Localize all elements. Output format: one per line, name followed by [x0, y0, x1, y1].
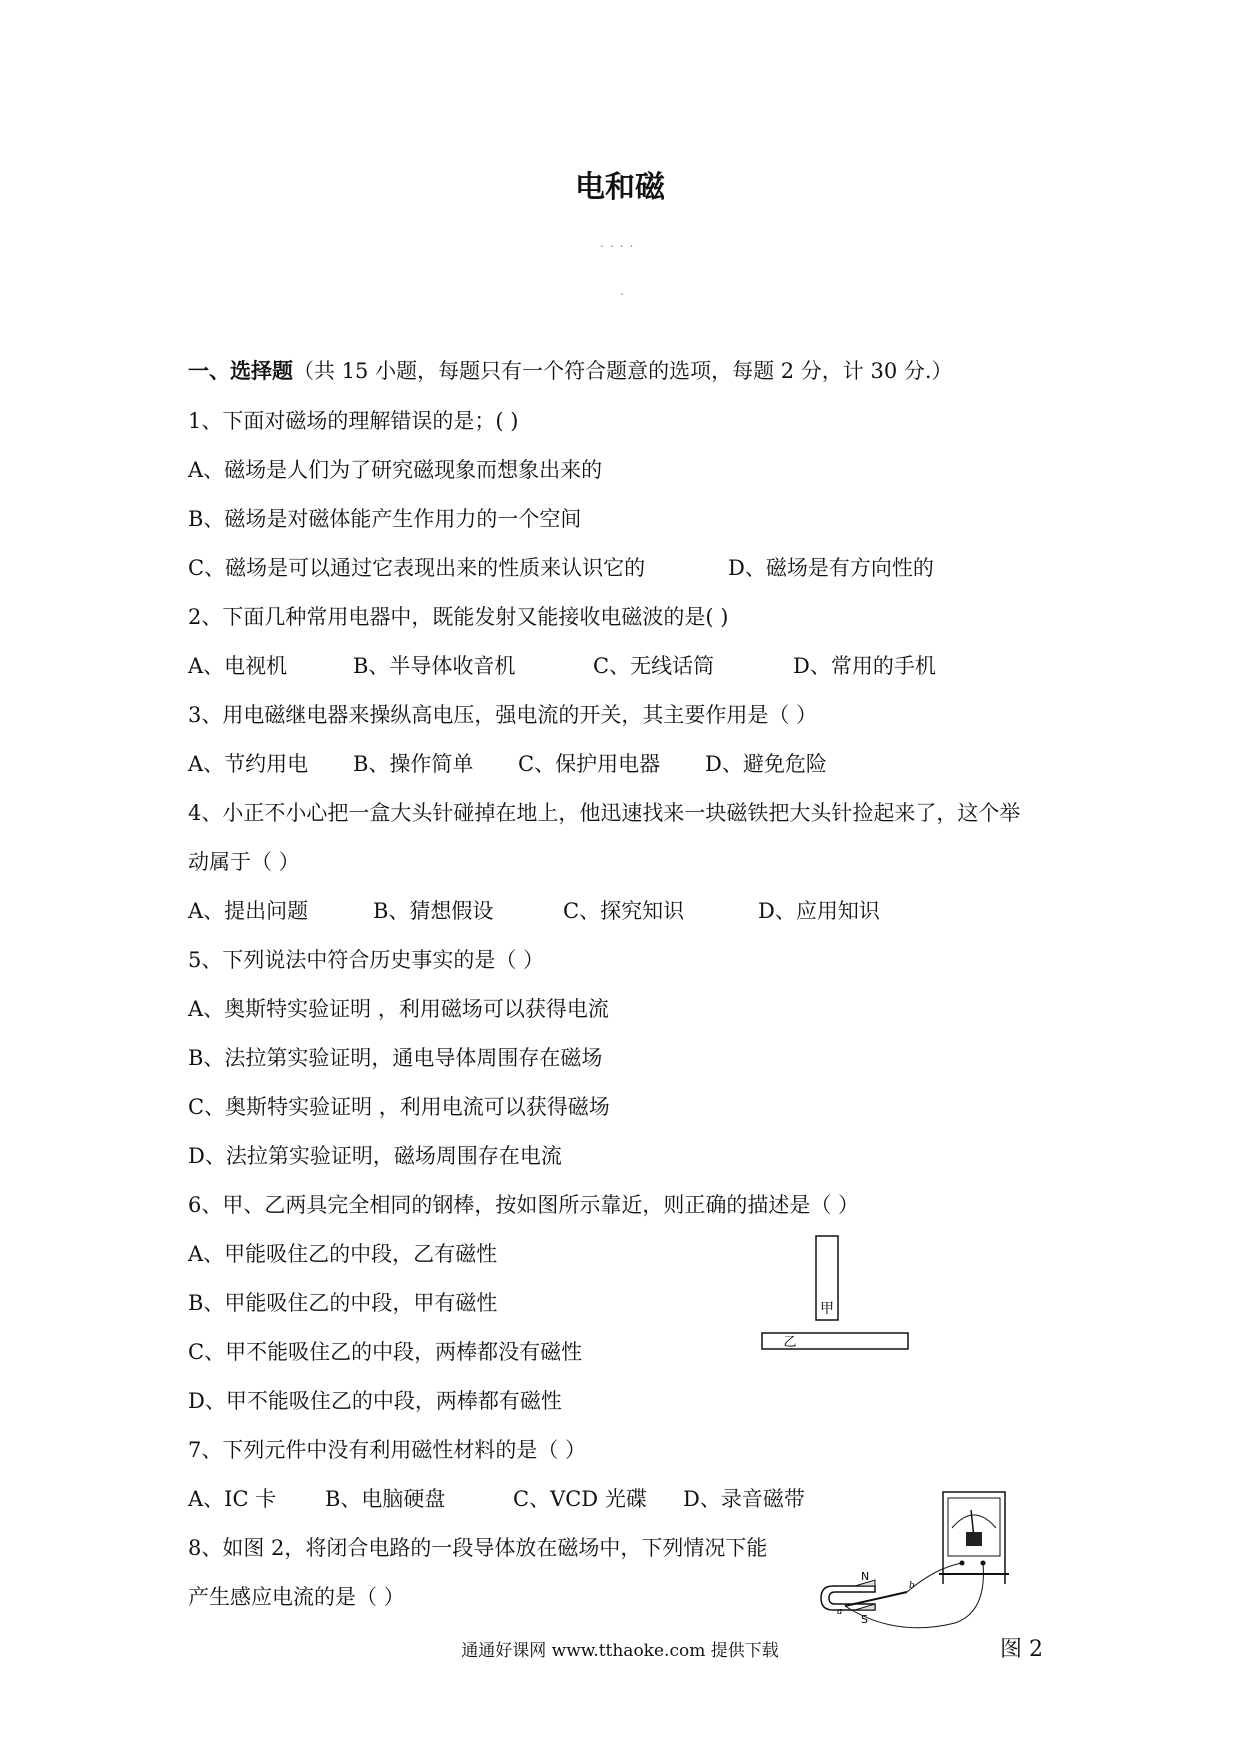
q7-option-d: D、录音磁带	[683, 1487, 805, 1511]
q1-option-d: D、磁场是有方向性的	[728, 556, 934, 580]
q6-stem: 6、甲、乙两具完全相同的钢棒，按如图所示靠近，则正确的描述是（ ）	[188, 1193, 860, 1217]
q2-option-b: B、半导体收音机	[353, 654, 516, 678]
page-title: 电和磁	[575, 170, 665, 205]
q4-stem-line1: 4、小正不小心把一盒大头针碰掉在地上，他迅速找来一块磁铁把大头针捡起来了，这个举	[188, 801, 1021, 825]
q6-option-a: A、甲能吸住乙的中段，乙有磁性	[188, 1242, 498, 1266]
q4-option-b: B、猜想假设	[373, 899, 494, 923]
q2-option-c: C、无线话筒	[593, 654, 715, 678]
conductor-end-b-label: b	[909, 1581, 915, 1591]
q4-option-c: C、探究知识	[563, 899, 685, 923]
bar-jia-label: 甲	[820, 1301, 834, 1317]
q1-option-a: A、磁场是人们为了研究磁现象而想象出来的	[188, 458, 603, 482]
page-footer: 通通好课网 www.tthaoke.com 提供下载	[461, 1641, 779, 1661]
section-note: （共 15 小题，每题只有一个符合题意的选项，每题 2 分，计 30 分.）	[293, 359, 953, 383]
q4-option-d: D、应用知识	[758, 899, 880, 923]
q7-option-c: C、VCD 光碟	[513, 1487, 647, 1511]
decorative-dot: .	[620, 284, 624, 298]
q7-option-a: A、IC 卡	[188, 1487, 277, 1511]
q5-option-a: A、奥斯特实验证明 ，利用磁场可以获得电流	[188, 997, 609, 1021]
q3-option-c: C、保护用电器	[518, 752, 661, 776]
q3-option-a: A、节约用电	[188, 752, 309, 776]
q3-option-b: B、操作简单	[353, 752, 474, 776]
q1-option-b: B、磁场是对磁体能产生作用力的一个空间	[188, 507, 582, 531]
q5-option-d: D、法拉第实验证明，磁场周围存在电流	[188, 1144, 562, 1168]
q6-option-d: D、甲不能吸住乙的中段，两棒都有磁性	[188, 1389, 562, 1413]
q5-option-c: C、奥斯特实验证明 ，利用电流可以获得磁场	[188, 1095, 610, 1119]
steel-bars-figure	[760, 1235, 920, 1355]
q7-option-b: B、电脑硬盘	[325, 1487, 446, 1511]
q4-stem-line2: 动属于（ ）	[188, 850, 300, 874]
galvanometer-icon	[939, 1492, 1009, 1584]
q4-option-a: A、提出问题	[188, 899, 309, 923]
q6-option-c: C、甲不能吸住乙的中段，两棒都没有磁性	[188, 1340, 583, 1364]
q8-stem-line1: 8、如图 2，将闭合电路的一段导体放在磁场中，下列情况下能	[188, 1536, 768, 1560]
q5-stem: 5、下列说法中符合历史事实的是（ ）	[188, 948, 545, 972]
bar-yi-label: 乙	[783, 1335, 797, 1350]
figure-2-label: 图 2	[1000, 1637, 1043, 1662]
q1-stem: 1、下面对磁场的理解错误的是；( )	[188, 409, 519, 433]
section-title: 一、选择题	[188, 359, 293, 383]
q3-stem: 3、用电磁继电器来操纵高电压，强电流的开关，其主要作用是（ ）	[188, 703, 818, 727]
section-heading	[188, 356, 953, 386]
q7-stem: 7、下列元件中没有利用磁性材料的是（ ）	[188, 1438, 587, 1462]
induction-figure	[815, 1488, 1015, 1630]
q2-option-d: D、常用的手机	[793, 654, 936, 678]
conductor	[845, 1592, 907, 1606]
q5-option-b: B、法拉第实验证明，通电导体周围存在磁场	[188, 1046, 603, 1070]
q2-option-a: A、电视机	[188, 654, 288, 678]
q8-stem-line2: 产生感应电流的是（ ）	[188, 1585, 405, 1609]
q6-option-b: B、甲能吸住乙的中段，甲有磁性	[188, 1291, 498, 1315]
q3-option-d: D、避免危险	[705, 752, 827, 776]
decorative-dots: ....	[600, 236, 640, 250]
q1-option-c: C、磁场是可以通过它表现出来的性质来认识它的	[188, 556, 646, 580]
magnet-n-label: N	[861, 1570, 870, 1583]
conductor-end-a-label: a	[837, 1607, 843, 1617]
magnet-s-label: S	[861, 1613, 868, 1626]
q2-stem: 2、下面几种常用电器中，既能发射又能接收电磁波的是( )	[188, 605, 729, 629]
